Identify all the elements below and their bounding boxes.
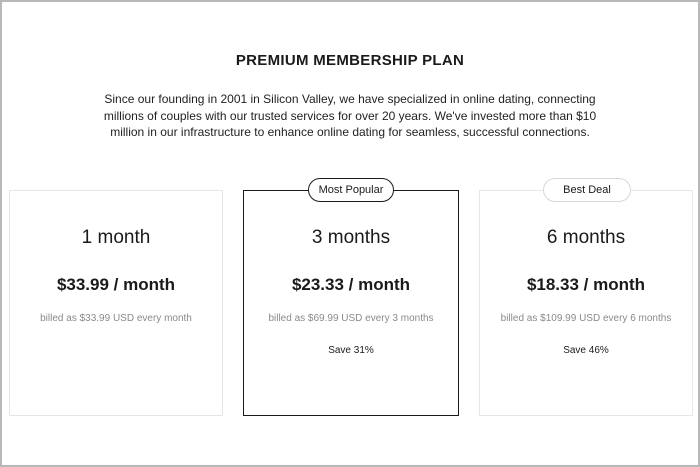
plan-billing: billed as $33.99 USD every month [40,313,192,324]
intro-text: Since our founding in 2001 in Silicon Valley, we have specialized in online dating, connecting millions of couples with our trusted services for over 20 years. We've invested more than $10 million in our infrastructure to enhance online dating for seamless, successful connections. [103,92,597,139]
page-title: PREMIUM MEMBERSHIP PLAN [235,52,465,69]
plan-duration: 6 months [546,227,626,248]
plan-card-1-month[interactable] [9,190,223,416]
plan-price: $33.99 / month [56,275,176,294]
plan-duration: 1 month [81,227,151,248]
plan-savings: Save 46% [563,345,609,356]
plan-price: $18.33 / month [526,275,646,294]
plan-billing: billed as $69.99 USD every 3 months [268,313,434,324]
plan-duration: 3 months [311,227,391,248]
best-deal-badge: Best Deal [543,178,631,202]
plan-price: $23.33 / month [291,275,411,294]
plan-card-6-months[interactable] [479,190,693,416]
plan-card-3-months[interactable] [243,190,459,416]
plan-billing: billed as $109.99 USD every 6 months [500,313,672,324]
plan-savings: Save 31% [328,345,374,356]
most-popular-badge: Most Popular [308,178,394,202]
